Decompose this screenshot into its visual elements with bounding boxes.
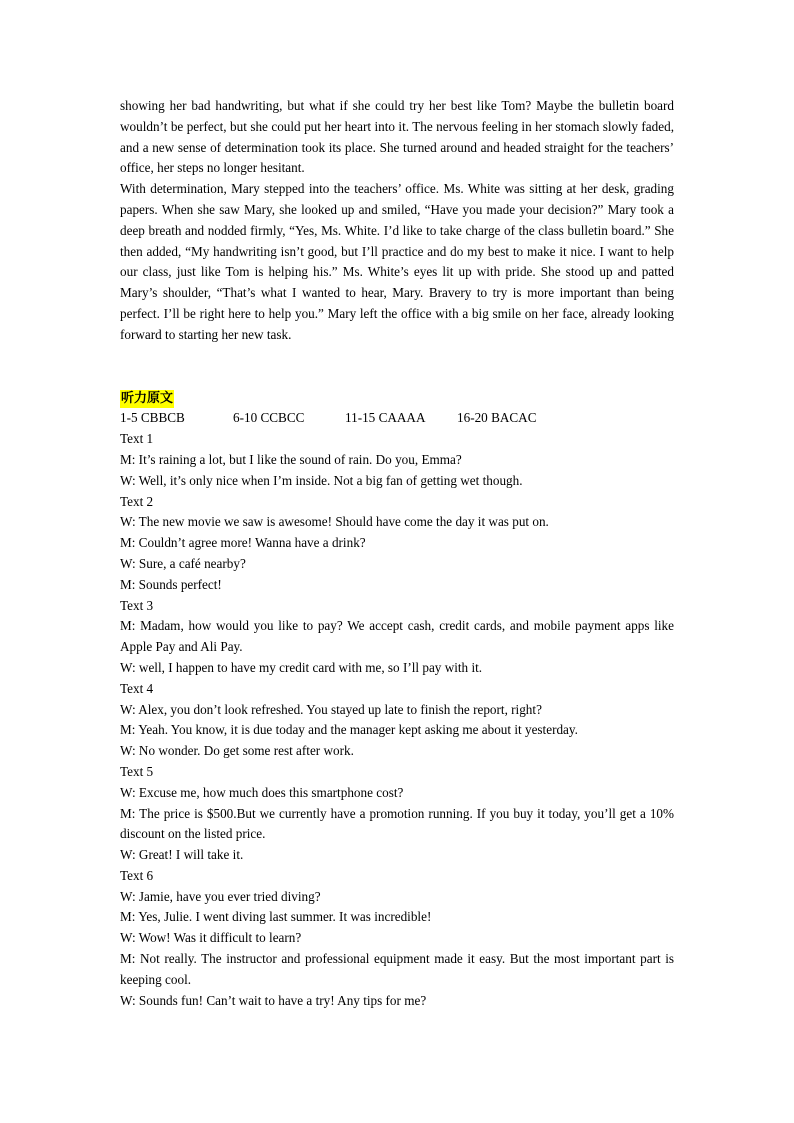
dialogue-line: M: It’s raining a lot, but I like the sound of rain. Do you, Emma? (120, 451, 462, 467)
answer-group-1: 1-5 CBBCB (120, 410, 185, 426)
dialogue-line: M: Couldn’t agree more! Wanna have a drink? (120, 535, 366, 551)
answer-key (120, 408, 674, 429)
text-heading: Text 6 (120, 867, 154, 883)
text-heading: Text 3 (120, 597, 154, 613)
dialogue-line: W: Great! I will take it. (120, 847, 244, 863)
dialogue-line: W: The new movie we saw is awesome! Should have come the day it was put on. (120, 514, 549, 530)
dialogue-line: W: Sure, a café nearby? (120, 555, 246, 571)
dialogue-line: W: Alex, you don’t look refreshed. You stayed up late to finish the report, right? (120, 701, 542, 717)
dialogue-line: W: Well, it’s only nice when I’m inside. Not a big fan of getting wet though. (120, 472, 523, 488)
text-heading: Text 4 (120, 680, 154, 696)
dialogue-line: M: Madam, how would you like to pay? We accept cash, credit cards, and mobile payment apps like Apple Pay and Ali Pay. (120, 618, 674, 655)
dialogue-line: W: well, I happen to have my credit card with me, so I’ll pay with it. (120, 659, 483, 675)
listening-title: 听力原文 (121, 390, 174, 406)
dialogue-line: M: The price is $500.But we currently have a promotion running. If you buy it today, you’ll get a 10% discount on the listed price. (120, 805, 674, 842)
text-heading: Text 1 (120, 431, 154, 447)
dialogue-line: M: Yeah. You know, it is due today and the manager kept asking me about it yesterday. (120, 722, 578, 738)
dialogue-line: W: No wonder. Do get some rest after work. (120, 743, 354, 759)
answer-group-4: 16-20 BACAC (457, 410, 537, 426)
dialogue-line: W: Jamie, have you ever tried diving? (120, 888, 321, 904)
text-heading: Text 2 (120, 493, 154, 509)
story-paragraph-2: With determination, Mary stepped into the teachers’ office. Ms. White was sitting at her desk, grading papers. When she saw Mary, she looked up and smiled, “Have you made your decision?” Mary took a deep breath and nodded firmly, “Yes, Ms. White. I’d like to take charge of the class bulletin board.” She then added, “My handwriting isn’t good, but I’ll practice and do my best to make it nice. I want to help our class, just like Tom is helping his.” Ms. White’s eyes lit up with pride. She stood up and patted Mary’s shoulder, “That’s what I wanted to hear, Mary. Bravery to try is more important than being perfect. I’ll be right here to help you.” Mary left the office with a big smile on her face, already looking forward to starting her new task. (120, 181, 674, 342)
story-paragraph-1: showing her bad handwriting, but what if she could try her best like Tom? Maybe the bulletin board wouldn’t be perfect, but she could put her heart into it. The nervous feeling in her stomach slowly faded, and a new sense of determination took its place. She turned around and headed straight for the teachers’ office, her steps no longer hesitant. (120, 98, 674, 176)
document-page (120, 96, 674, 1011)
dialogue-line: W: Excuse me, how much does this smartphone cost? (120, 784, 404, 800)
answer-group-2: 6-10 CCBCC (233, 410, 305, 426)
answer-group-3: 11-15 CAAAA (345, 410, 426, 426)
listening-section (120, 388, 674, 1012)
text-heading: Text 5 (120, 763, 154, 779)
dialogue-line: M: Not really. The instructor and professional equipment made it easy. But the most important part is keeping cool. (120, 951, 674, 987)
section-gap (120, 346, 674, 388)
dialogue-line: W: Sounds fun! Can’t wait to have a try! Any tips for me? (120, 992, 427, 1008)
dialogue-line: W: Wow! Was it difficult to learn? (120, 930, 302, 946)
dialogue-line: M: Yes, Julie. I went diving last summer. It was incredible! (120, 909, 432, 925)
dialogue-line: M: Sounds perfect! (120, 576, 222, 592)
